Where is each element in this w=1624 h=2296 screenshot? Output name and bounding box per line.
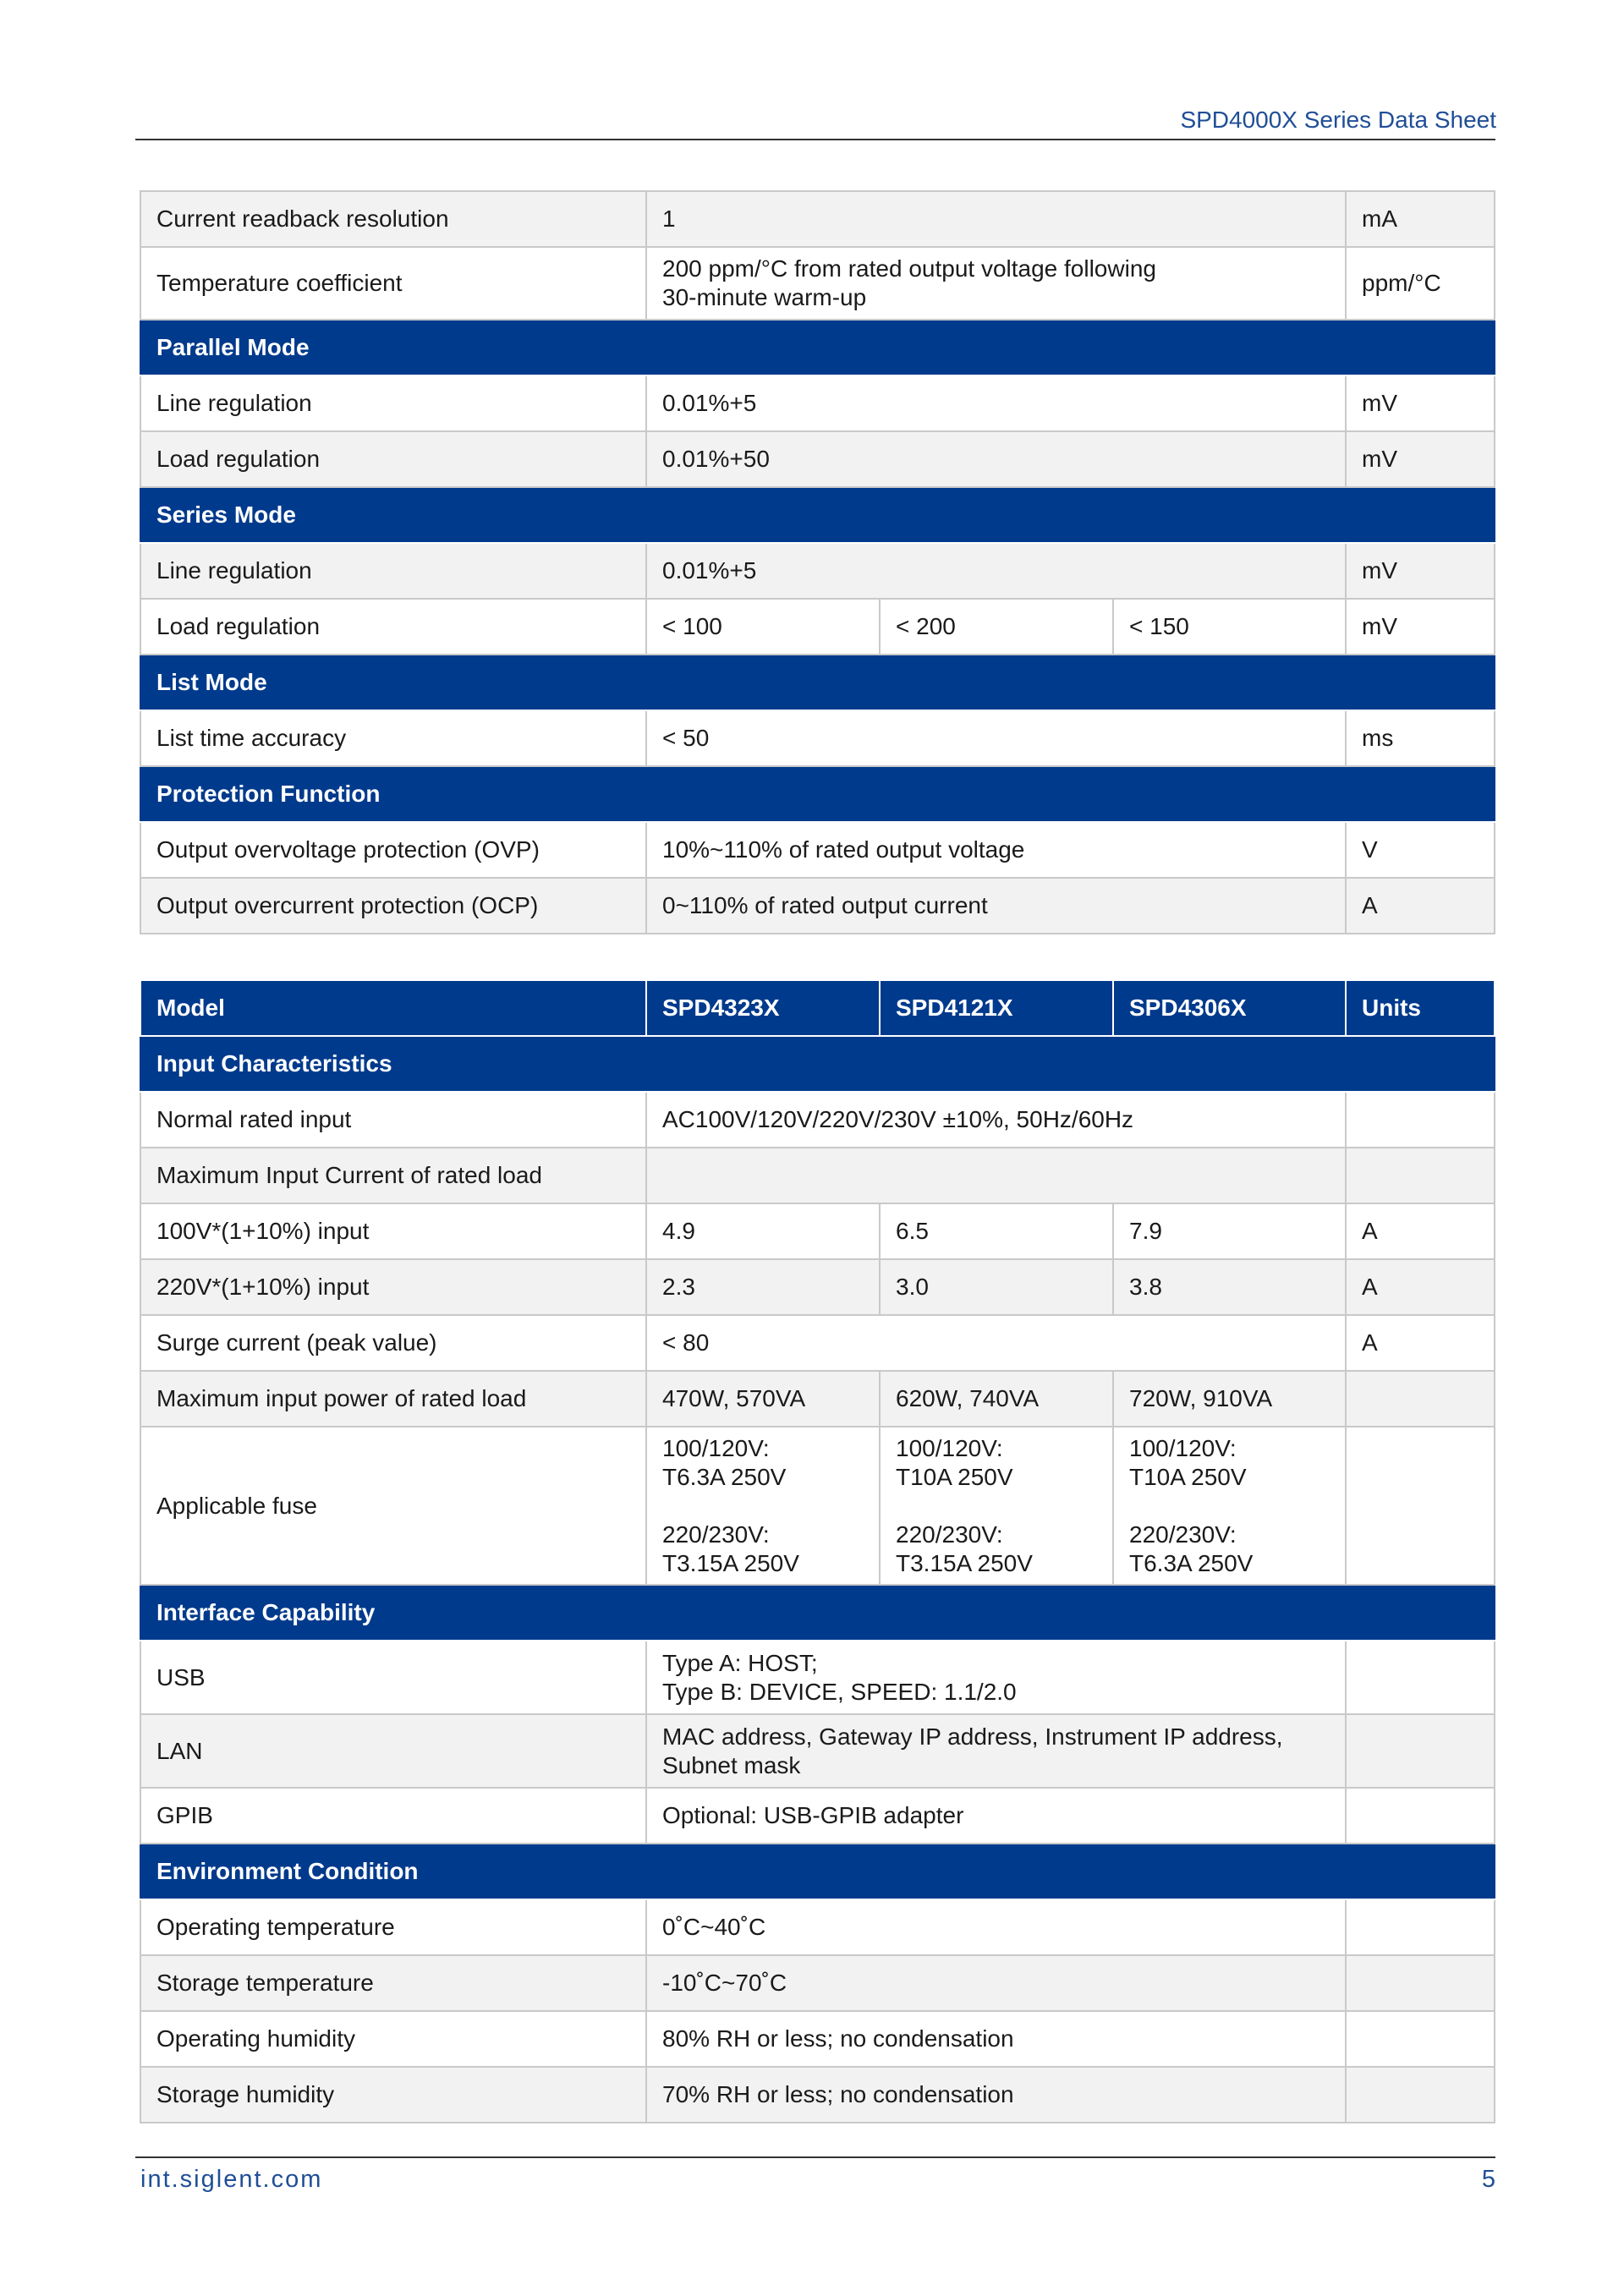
row-label: Current readback resolution [140,191,646,247]
document-title: SPD4000X Series Data Sheet [1180,107,1496,133]
row-unit [1346,1788,1495,1844]
fuse-line: T6.3A 250V [1129,1549,1254,1576]
fuse-line: T3.15A 250V [896,1549,1033,1576]
row-label: Temperature coefficient [140,247,646,320]
value-line: MAC address, Gateway IP address, Instrument IP address, [662,1723,1283,1750]
fuse-line: 100/120V: [662,1434,770,1461]
row-value: < 80 [646,1315,1346,1371]
row-unit [1346,1427,1495,1585]
fuse-line: T6.3A 250V [662,1463,787,1490]
row-label: Operating temperature [140,1899,646,1955]
row-unit [1346,1955,1495,2011]
section-title: List Mode [140,655,1495,710]
fuse-spacer [1129,1492,1345,1521]
fuse-cell [1113,1427,1346,1585]
row-label: Load regulation [140,431,646,487]
section-header [140,1036,1495,1092]
row-label: Maximum input power of rated load [140,1371,646,1427]
row-label: Operating humidity [140,2011,646,2067]
row-value: 70% RH or less; no condensation [646,2067,1346,2123]
table-row [140,543,1495,599]
table-header-row [140,980,1495,1036]
row-value: < 50 [646,710,1346,766]
row-value: 6.5 [880,1203,1113,1259]
page-number: 5 [1481,2166,1495,2193]
row-value: 720W, 910VA [1113,1371,1346,1427]
row-label: List time accuracy [140,710,646,766]
row-value: 620W, 740VA [880,1371,1113,1427]
row-value [646,1148,1346,1203]
fuse-spacer [896,1492,1112,1521]
fuse-line: T3.15A 250V [662,1549,799,1576]
section-header [140,766,1495,822]
table-row [140,1788,1495,1844]
row-value [646,1641,1346,1714]
table-row [140,1315,1495,1371]
footer-website-link[interactable]: int.siglent.com [140,2166,323,2193]
row-unit: mV [1346,543,1495,599]
table-row [140,1259,1495,1315]
row-label: Line regulation [140,375,646,431]
column-header: SPD4306X [1113,980,1346,1036]
row-label: Storage temperature [140,1955,646,2011]
table-row [140,1148,1495,1203]
row-unit [1346,1899,1495,1955]
row-value: 3.0 [880,1259,1113,1315]
row-unit: ms [1346,710,1495,766]
section-title: Parallel Mode [140,320,1495,375]
row-label: Normal rated input [140,1092,646,1148]
row-unit: ppm/°C [1346,247,1495,320]
value-line: Subnet mask [662,1751,801,1778]
row-label: Maximum Input Current of rated load [140,1148,646,1203]
table-row [140,2011,1495,2067]
table-row [140,822,1495,878]
fuse-cell [880,1427,1113,1585]
section-title: Environment Condition [140,1844,1495,1899]
row-value: < 150 [1113,599,1346,655]
row-unit: mV [1346,375,1495,431]
row-label: Output overvoltage protection (OVP) [140,822,646,878]
row-label: Applicable fuse [140,1427,646,1585]
row-unit [1346,2011,1495,2067]
value-line: Type A: HOST; [662,1649,818,1676]
row-label: Storage humidity [140,2067,646,2123]
row-value: 0˚C~40˚C [646,1899,1346,1955]
row-value: 2.3 [646,1259,880,1315]
section-title: Protection Function [140,766,1495,822]
table-row [140,2067,1495,2123]
fuse-cell [646,1427,880,1585]
table-row [140,1427,1495,1585]
row-value: 0.01%+5 [646,375,1346,431]
row-unit: A [1346,1259,1495,1315]
row-label: Surge current (peak value) [140,1315,646,1371]
table-row [140,599,1495,655]
table-row [140,1092,1495,1148]
row-label: 220V*(1+10%) input [140,1259,646,1315]
fuse-line: 220/230V: [662,1521,770,1548]
row-unit: A [1346,878,1495,934]
row-value: 80% RH or less; no condensation [646,2011,1346,2067]
table-row [140,710,1495,766]
row-unit: mV [1346,599,1495,655]
row-label: Line regulation [140,543,646,599]
fuse-line: 220/230V: [1129,1521,1237,1548]
row-label: Output overcurrent protection (OCP) [140,878,646,934]
row-unit [1346,1092,1495,1148]
row-value: 470W, 570VA [646,1371,880,1427]
row-label: Load regulation [140,599,646,655]
row-unit: mA [1346,191,1495,247]
row-unit [1346,2067,1495,2123]
table-row [140,1641,1495,1714]
column-header: Model [140,980,646,1036]
row-value: < 100 [646,599,880,655]
section-header [140,487,1495,543]
fuse-line: T10A 250V [896,1463,1013,1490]
row-value: -10˚C~70˚C [646,1955,1346,2011]
row-value: 3.8 [1113,1259,1346,1315]
fuse-line: 220/230V: [896,1521,1003,1548]
row-unit: A [1346,1315,1495,1371]
row-unit [1346,1641,1495,1714]
row-value: 4.9 [646,1203,880,1259]
table-row [140,191,1495,247]
fuse-line: 100/120V: [1129,1434,1237,1461]
row-value [646,1714,1346,1788]
table-row [140,375,1495,431]
row-value: 7.9 [1113,1203,1346,1259]
table-row [140,1714,1495,1788]
section-title: Interface Capability [140,1585,1495,1641]
spec-table-general [140,979,1495,2123]
column-header: Units [1346,980,1495,1036]
section-title: Input Characteristics [140,1036,1495,1092]
fuse-spacer [662,1492,879,1521]
row-value: AC100V/120V/220V/230V ±10%, 50Hz/60Hz [646,1092,1346,1148]
spec-table-output [140,190,1495,934]
section-header [140,320,1495,375]
row-value: < 200 [880,599,1113,655]
footer-divider [135,2156,1495,2158]
value-line: 30-minute warm-up [662,284,867,310]
row-unit: A [1346,1203,1495,1259]
column-header: SPD4121X [880,980,1113,1036]
row-value: 0~110% of rated output current [646,878,1346,934]
column-header: SPD4323X [646,980,880,1036]
row-label: GPIB [140,1788,646,1844]
section-header [140,1585,1495,1641]
row-value: 10%~110% of rated output voltage [646,822,1346,878]
section-header [140,655,1495,710]
row-unit: V [1346,822,1495,878]
row-label: USB [140,1641,646,1714]
row-label: LAN [140,1714,646,1788]
row-value: 0.01%+5 [646,543,1346,599]
row-label: 100V*(1+10%) input [140,1203,646,1259]
fuse-line: T10A 250V [1129,1463,1247,1490]
row-value: Optional: USB-GPIB adapter [646,1788,1346,1844]
table-row [140,1899,1495,1955]
table-row [140,1371,1495,1427]
row-value: 1 [646,191,1346,247]
table-row [140,878,1495,934]
table-row [140,431,1495,487]
header-divider [135,139,1495,140]
table-row [140,1203,1495,1259]
row-value: 0.01%+50 [646,431,1346,487]
row-unit [1346,1148,1495,1203]
section-header [140,1844,1495,1899]
row-unit: mV [1346,431,1495,487]
value-line: 200 ppm/°C from rated output voltage following [662,255,1156,282]
table-row [140,247,1495,320]
row-unit [1346,1714,1495,1788]
table-row [140,1955,1495,2011]
row-value [646,247,1346,320]
section-title: Series Mode [140,487,1495,543]
value-line: Type B: DEVICE, SPEED: 1.1/2.0 [662,1678,1017,1705]
fuse-line: 100/120V: [896,1434,1003,1461]
row-unit [1346,1371,1495,1427]
